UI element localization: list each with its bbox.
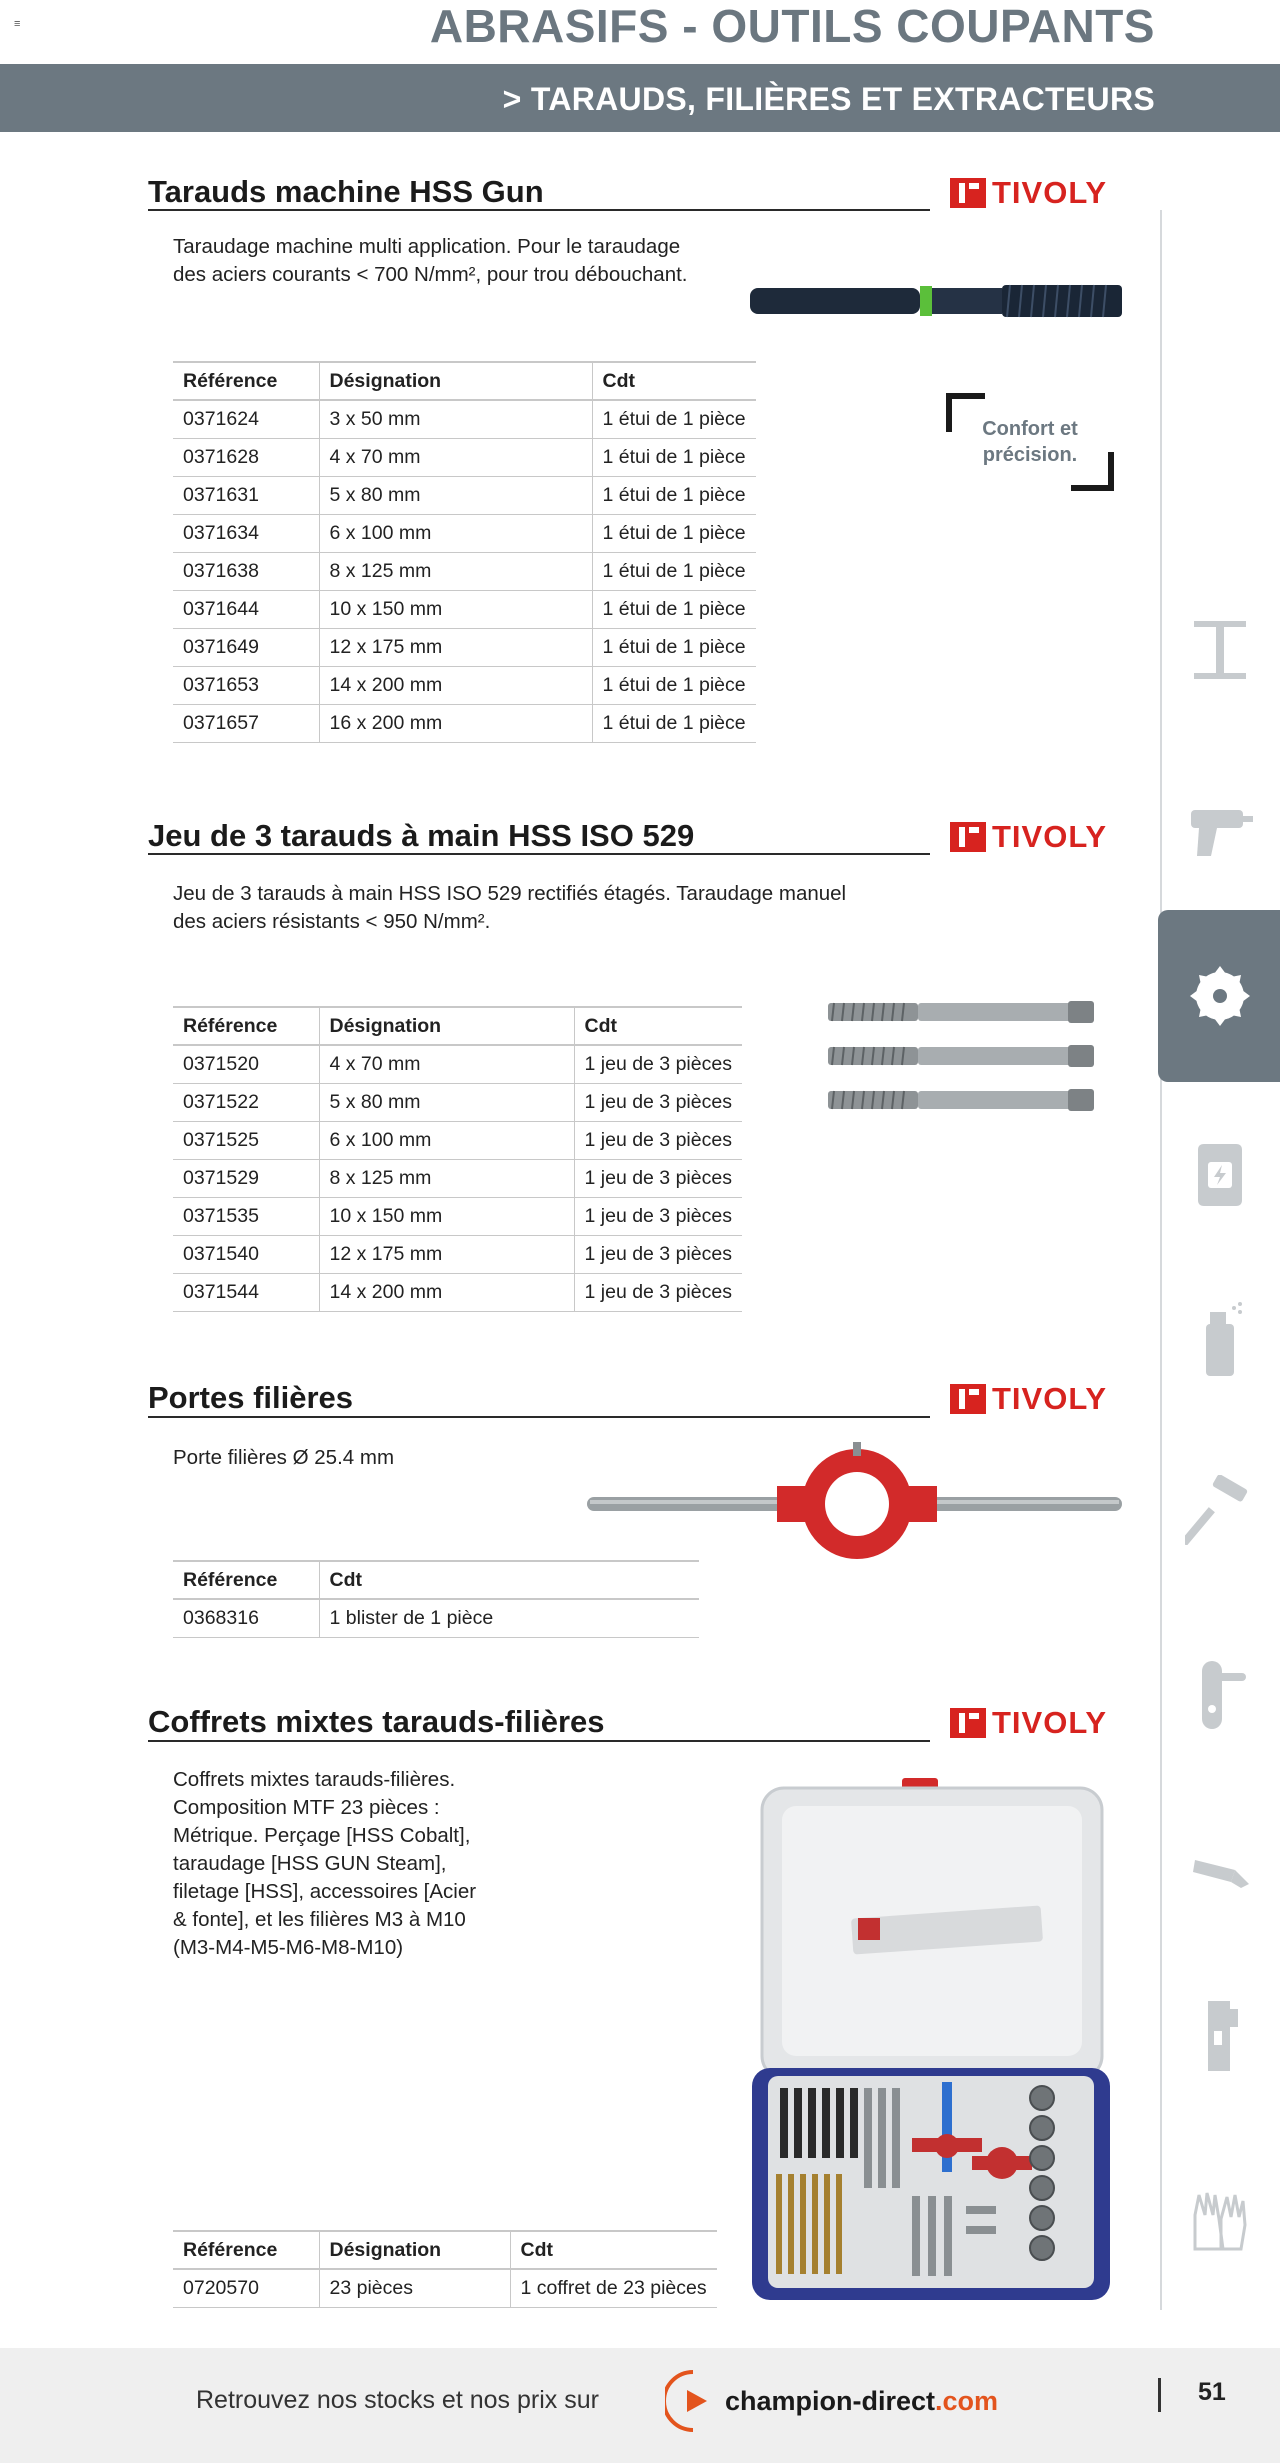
die-holder-image: [582, 1442, 1130, 1567]
subtitle-bar: [0, 64, 1280, 132]
tivoly-logo: TIVOLY: [950, 1383, 1107, 1415]
section-description: Porte filières Ø 25.4 mm: [173, 1446, 395, 1469]
table-row: 0371535 10 x 150 mm 1 jeu de 3 pièces: [173, 1197, 742, 1235]
tivoly-mark-icon: [950, 822, 986, 852]
footer-separator: [1158, 2378, 1161, 2412]
table-row: 0371540 12 x 175 mm 1 jeu de 3 pièces: [173, 1235, 742, 1273]
tivoly-logo: TIVOLY: [950, 177, 1107, 209]
table-header-row: [173, 2231, 717, 2269]
table-header-row: [173, 1561, 699, 1599]
column-header: Cdt: [319, 1561, 699, 1599]
column-header: Référence: [173, 1561, 319, 1599]
page-number: 51: [1198, 2378, 1226, 2406]
table-row: 0371638 8 x 125 mm 1 étui de 1 pièce: [173, 552, 756, 590]
section-title-die-holders: Portes filières: [148, 1380, 354, 1415]
page-title: ABRASIFS - OUTILS COUPANTS: [429, 0, 1155, 52]
menu-icon[interactable]: ≡: [14, 18, 21, 30]
electrical-box-icon[interactable]: [1180, 1135, 1260, 1215]
spray-can-icon[interactable]: [1180, 1300, 1260, 1380]
sidebar-divider: [1160, 210, 1162, 2310]
column-header: Désignation: [319, 2231, 510, 2269]
table-row: 0371525 6 x 100 mm 1 jeu de 3 pièces: [173, 1121, 742, 1159]
reference-table-mixed-kits: [173, 2230, 717, 2308]
table-row: 0371529 8 x 125 mm 1 jeu de 3 pièces: [173, 1159, 742, 1197]
table-row: 0371628 4 x 70 mm 1 étui de 1 pièce: [173, 438, 756, 476]
comfort-badge-text: Confort et précision.: [982, 418, 1078, 466]
table-row: 0371624 3 x 50 mm 1 étui de 1 pièce: [173, 400, 756, 438]
reference-table-hss-gun: [173, 361, 756, 743]
table-row: 0371653 14 x 200 mm 1 étui de 1 pièce: [173, 666, 756, 704]
section-description: Taraudage machine multi application. Pour le taraudage des aciers courants < 700 N/mm², pour trou débouchant.: [173, 235, 688, 286]
category-subtitle: > TARAUDS, FILIÈRES ET EXTRACTEURS: [502, 81, 1155, 117]
column-header: Référence: [173, 1007, 319, 1045]
reference-table-hand-taps: [173, 1006, 742, 1312]
tivoly-logo: TIVOLY: [950, 821, 1107, 853]
column-header: Désignation: [319, 362, 592, 400]
reference-table-die-holders: [173, 1560, 699, 1638]
column-header: Référence: [173, 2231, 319, 2269]
column-header: Cdt: [592, 362, 756, 400]
table-row: 0371522 5 x 80 mm 1 jeu de 3 pièces: [173, 1083, 742, 1121]
saw-blade-icon[interactable]: [1180, 956, 1260, 1036]
table-row: 0371520 4 x 70 mm 1 jeu de 3 pièces: [173, 1045, 742, 1083]
gloves-icon[interactable]: [1180, 2180, 1260, 2260]
site-tld: .com: [935, 2385, 999, 2416]
table-row: 0368316 1 blister de 1 pièce: [173, 1599, 699, 1637]
tivoly-mark-icon: [950, 1384, 986, 1414]
tivoly-mark-icon: [950, 1708, 986, 1738]
section-rule: [148, 1416, 930, 1418]
table-row: 0371644 10 x 150 mm 1 étui de 1 pièce: [173, 590, 756, 628]
lock-plate-icon[interactable]: [1180, 1995, 1260, 2075]
table-header-row: [173, 1007, 742, 1045]
column-header: Référence: [173, 362, 319, 400]
tivoly-mark-icon: [950, 178, 986, 208]
section-title-hand-taps: Jeu de 3 tarauds à main HSS ISO 529: [148, 818, 695, 853]
column-header: Cdt: [574, 1007, 742, 1045]
table-row: 0371649 12 x 175 mm 1 étui de 1 pièce: [173, 628, 756, 666]
section-title-mixed-kits: Coffrets mixtes tarauds-filières: [148, 1704, 605, 1739]
hand-taps-image: [818, 995, 1103, 1145]
table-row: 0371631 5 x 80 mm 1 étui de 1 pièce: [173, 476, 756, 514]
section-description: Coffrets mixtes tarauds-filières. Composition MTF 23 pièces : Métrique. Perçage [HSS Cobalt], taraudage [HSS GUN Steam], filetage [HSS], accessoires [Acier & fonte], et les filières M3 à M10 (M3-M4-M5-M6-M8-M10): [173, 1768, 477, 1959]
table-row: 0720570 23 pièces 1 coffret de 23 pièces: [173, 2269, 717, 2307]
machine-tap-image: [745, 278, 1130, 328]
beam-icon[interactable]: [1180, 610, 1260, 690]
comfort-badge: [945, 392, 1115, 492]
column-header: Désignation: [319, 1007, 574, 1045]
table-row: 0371634 6 x 100 mm 1 étui de 1 pièce: [173, 514, 756, 552]
site-name: champion-direct: [725, 2385, 936, 2416]
tap-die-kit-image: [752, 1776, 1117, 2306]
hammer-icon[interactable]: [1180, 1470, 1260, 1550]
section-title-hss-gun: Tarauds machine HSS Gun: [148, 174, 544, 209]
footer-text: Retrouvez nos stocks et nos prix sur: [196, 2386, 599, 2414]
champion-direct-link[interactable]: [665, 2368, 998, 2434]
table-row: 0371657 16 x 200 mm 1 étui de 1 pièce: [173, 704, 756, 742]
section-description: Jeu de 3 tarauds à main HSS ISO 529 rectifiés étagés. Taraudage manuel des aciers résistants < 950 N/mm².: [173, 882, 847, 933]
section-rule: [148, 209, 930, 211]
section-rule: [148, 853, 930, 855]
screw-anchor-icon[interactable]: [1180, 1830, 1260, 1910]
drill-icon[interactable]: [1180, 790, 1260, 870]
door-handle-icon[interactable]: [1180, 1655, 1260, 1735]
column-header: Cdt: [510, 2231, 717, 2269]
section-rule: [148, 1740, 930, 1742]
table-row: 0371544 14 x 200 mm 1 jeu de 3 pièces: [173, 1273, 742, 1311]
footer: [0, 2348, 1280, 2463]
play-logo-icon: [665, 2368, 721, 2434]
tivoly-logo: TIVOLY: [950, 1707, 1107, 1739]
table-header-row: [173, 362, 756, 400]
